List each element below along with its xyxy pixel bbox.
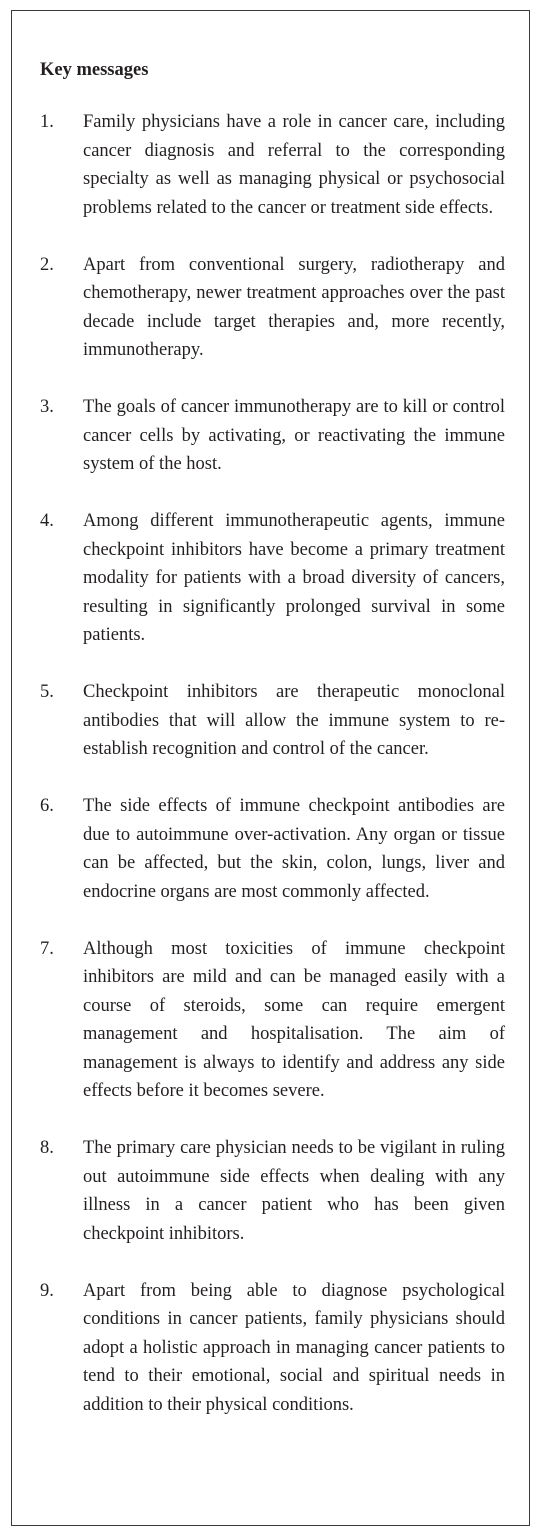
item-number: 9. bbox=[40, 1280, 54, 1301]
item-text: Although most toxicities of immune checkpoint inhibitors are mild and can be managed easily with a course of steroids, some can require emergent management and hospitalisation. The aim of management is always to identify and address any side effects before it becomes severe. bbox=[83, 938, 505, 1101]
list-item bbox=[40, 393, 505, 479]
item-number: 4. bbox=[40, 511, 54, 531]
list-item bbox=[40, 678, 505, 764]
box-title: Key messages bbox=[40, 60, 149, 80]
list-item bbox=[40, 251, 505, 365]
item-number: 7. bbox=[40, 938, 54, 959]
item-number: 1. bbox=[40, 112, 54, 132]
list-item bbox=[40, 935, 505, 1106]
item-text: The primary care physician needs to be vigilant in ruling out autoimmune side effects when dealing with any illness in a cancer patient who has been given checkpoint inhibitors. bbox=[83, 1138, 505, 1244]
list-item bbox=[40, 1134, 505, 1248]
item-number: 2. bbox=[40, 254, 54, 275]
item-text: The goals of cancer immunotherapy are to kill or control cancer cells by activating, or reactivating the immune system of the host. bbox=[83, 397, 505, 474]
item-text: Apart from being able to diagnose psychological conditions in cancer patients, family physicians should adopt a holistic approach in managing cancer patients to tend to their emotional, social and spiritual needs in addition to their physical conditions. bbox=[83, 1280, 505, 1415]
item-number: 5. bbox=[40, 682, 54, 702]
item-text: Checkpoint inhibitors are therapeutic monoclonal antibodies that will allow the immune system to re-establish recognition and control of the cancer. bbox=[83, 682, 505, 759]
item-number: 8. bbox=[40, 1138, 54, 1158]
key-messages-list bbox=[40, 108, 505, 1448]
list-item bbox=[40, 792, 505, 906]
item-text: Among different immunotherapeutic agents, immune checkpoint inhibitors have become a primary treatment modality for patients with a broad diversity of cancers, resulting in significantly prolonged survival in some patients. bbox=[83, 511, 505, 645]
item-text: Apart from conventional surgery, radiotherapy and chemotherapy, newer treatment approaches over the past decade include target therapies and, more recently, immunotherapy. bbox=[83, 254, 505, 360]
item-text: Family physicians have a role in cancer care, including cancer diagnosis and referral to the corresponding specialty as well as managing physical or psychosocial problems related to the cancer or treatment side effects. bbox=[83, 112, 505, 218]
list-item bbox=[40, 108, 505, 222]
list-item bbox=[40, 507, 505, 650]
item-number: 6. bbox=[40, 796, 54, 816]
list-item bbox=[40, 1277, 505, 1420]
item-text: The side effects of immune checkpoint antibodies are due to autoimmune over-activation. Any organ or tissue can be affected, but the skin, colon, lungs, liver and endocrine organs are most commonly affected. bbox=[83, 796, 505, 902]
item-number: 3. bbox=[40, 397, 54, 417]
